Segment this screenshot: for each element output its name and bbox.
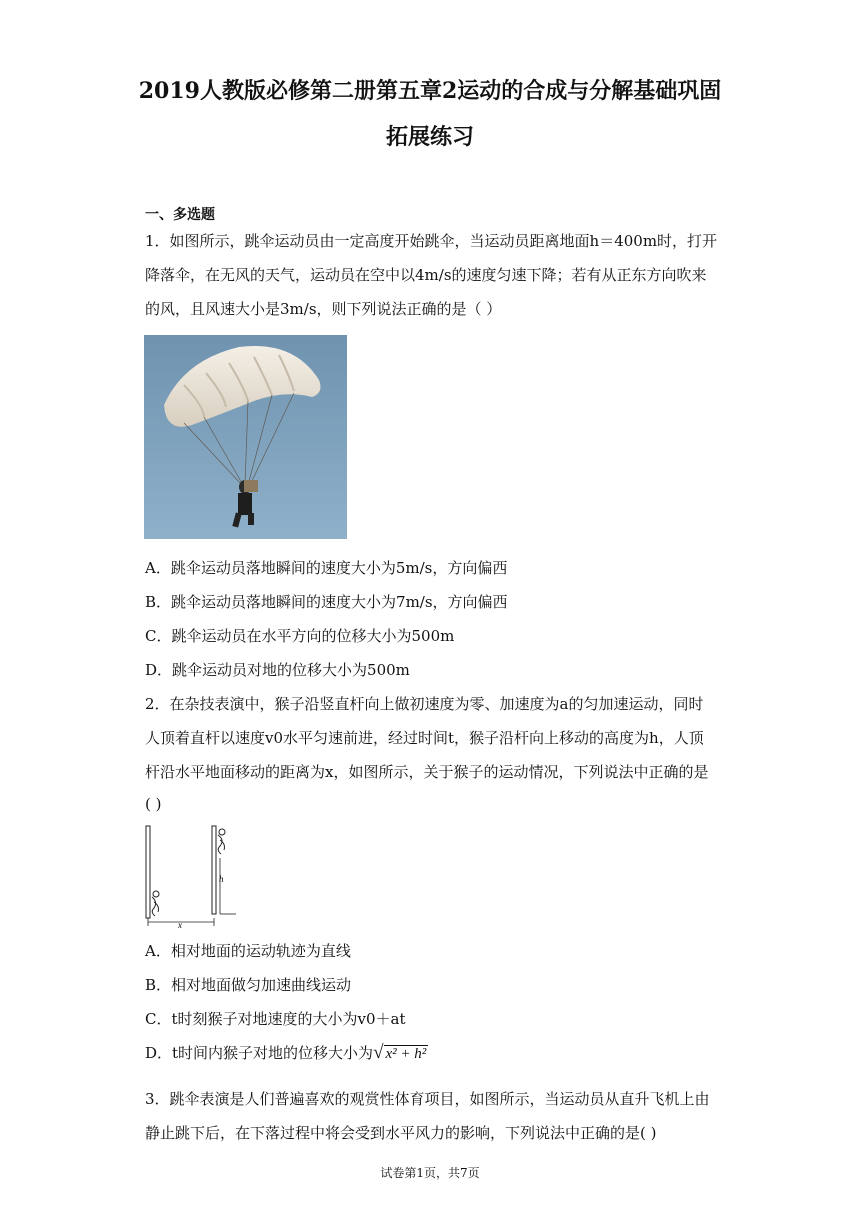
parachute-photo: [144, 335, 347, 539]
monkey-bottom-icon: [152, 891, 159, 916]
q1-option-c: C．跳伞运动员在水平方向的位移大小为500m: [145, 627, 455, 645]
section-heading: 一、多选题: [145, 207, 215, 223]
q1-line2: 降落伞，在无风的天气，运动员在空中以4m/s的速度匀速下降；若有从正东方向吹来: [145, 266, 707, 284]
q1-option-a: A．跳伞运动员落地瞬间的速度大小为5m/s，方向偏西: [145, 559, 508, 577]
q1-line1: 1．如图所示，跳伞运动员由一定高度开始跳伞，当运动员距离地面h＝400m时，打开: [145, 232, 718, 250]
q1-line3: 的风，且风速大小是3m/s，则下列说法正确的是（ ）: [145, 300, 502, 318]
monkey-pole-diagram: [140, 822, 240, 930]
q2-line3: 杆沿水平地面移动的距离为x，如图所示，关于猴子的运动情况，下列说法中正确的是: [145, 763, 709, 781]
q2-option-c: C．t时刻猴子对地速度的大小为v0＋at: [145, 1010, 406, 1028]
q3-line2: 静止跳下后，在下落过程中将会受到水平风力的影响，下列说法中正确的是( ): [145, 1124, 657, 1142]
doc-title-line1: 2019人教版必修第二册第五章2运动的合成与分解基础巩固: [138, 78, 722, 104]
sqrt-expression: √ x² + h²: [373, 1042, 427, 1063]
q3-line1: 3．跳伞表演是人们普遍喜欢的观赏性体育项目，如图所示，当运动员从直升飞机上由: [145, 1090, 710, 1108]
x-label: x: [178, 920, 182, 930]
page-footer: 试卷第1页，共7页: [380, 1166, 480, 1180]
q2-line4: ( ): [145, 795, 162, 813]
sqrt-radicand: x² + h²: [385, 1046, 427, 1062]
q1-option-b: B．跳伞运动员落地瞬间的速度大小为7m/s，方向偏西: [145, 593, 508, 611]
q2-option-a: A．相对地面的运动轨迹为直线: [145, 942, 351, 960]
doc-title-line2: 拓展练习: [385, 124, 474, 150]
q2-option-d-text: D．t时间内猴子对地的位移大小为: [145, 1044, 374, 1062]
q2-line2: 人顶着直杆以速度v0水平匀速前进，经过时间t，猴子沿杆向上移动的高度为h，人顶: [145, 729, 704, 747]
q2-option-d: [145, 1042, 725, 1064]
q1-option-d: D．跳伞运动员对地的位移大小为500m: [145, 661, 410, 679]
q2-line1: 2．在杂技表演中，猴子沿竖直杆向上做初速度为零、加速度为a的匀加速运动，同时: [145, 695, 704, 713]
monkey-top-icon: [218, 829, 225, 854]
h-label: h: [219, 874, 224, 884]
q2-option-b: B．相对地面做匀加速曲线运动: [145, 976, 352, 994]
